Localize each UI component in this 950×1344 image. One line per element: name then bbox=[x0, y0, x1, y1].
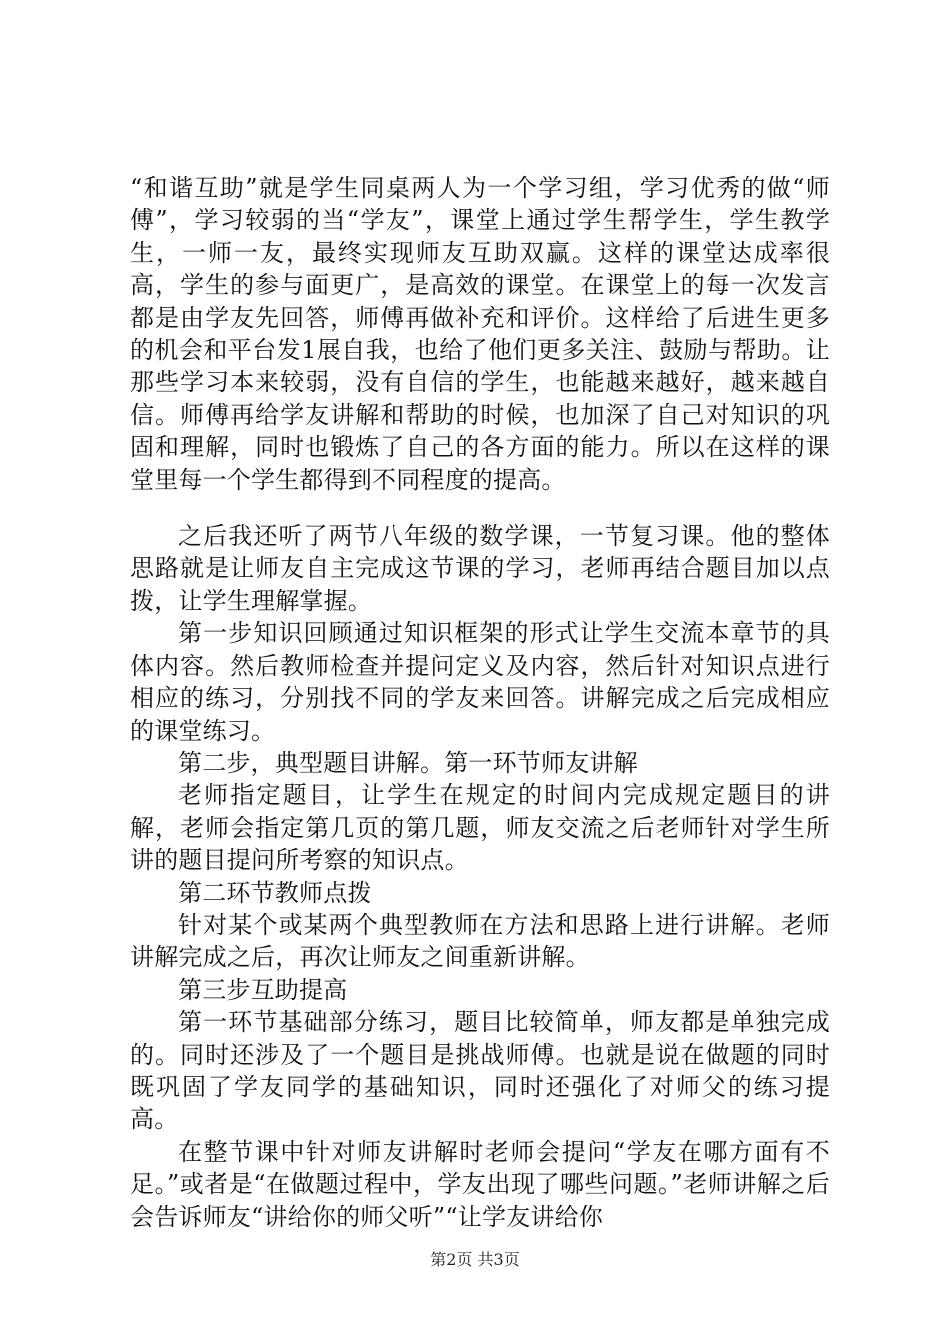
paragraph-teacher-assigns: 老师指定题目，让学生在规定的时间内完成规定题目的讲解，老师会指定第几页的第几题，师友交流之后老师针对学生所讲的题目提问所考察的知识点。 bbox=[130, 781, 830, 875]
page-number-footer: 第2页 共3页 bbox=[430, 1250, 520, 1269]
paragraph-step-two-heading: 第二步，典型题目讲解。第一环节师友讲解 bbox=[178, 748, 638, 777]
paragraph-second-segment-heading: 第二环节教师点拨 bbox=[178, 878, 372, 907]
paragraph-typical-explanation: 针对某个或某两个典型教师在方法和思路上进行讲解。老师讲解完成之后，再次让师友之间重新讲解。 bbox=[130, 910, 830, 972]
paragraph-math-class-intro: 之后我还听了两节八年级的数学课，一节复习课。他的整体思路就是让师友自主完成这节课的学习，老师再结合题目加以点拨，让学生理解掌握。 bbox=[130, 522, 830, 615]
document-body bbox=[130, 172, 830, 1233]
paragraph-step-three-heading: 第三步互助提高 bbox=[178, 975, 348, 1004]
paragraph-basic-practice: 第一环节基础部分练习，题目比较简单，师友都是单独完成的。同时还涉及了一个题目是挑战师傅。也就是说在做题的同时既巩固了学友同学的基础知识，同时还强化了对师父的练习提高。 bbox=[130, 1008, 830, 1134]
paragraph-harmony-mutual-help: “和谐互助”就是学生同桌两人为一个学习组，学习优秀的做“师傅”，学习较弱的当“学友”，课堂上通过学生帮学生，学生教学生，一师一友，最终实现师友互助双赢。这样的课堂达成率很高，学生的参与面更广，是高效的课堂。在课堂上的每一次发言都是由学友先回答，师傅再做补充和评价。这样给了后进生更多的机会和平台发1展自我，也给了他们更多关注、鼓励与帮助。让那些学习本来较弱，没有自信的学生，也能越来越好，越来越自信。师傅再给学友讲解和帮助的时候，也加深了自己对知识的巩固和理解，同时也锻炼了自己的各方面的能力。所以在这样的课堂里每一个学生都得到不同程度的提高。 bbox=[130, 174, 830, 494]
paragraph-step-one-review: 第一步知识回顾通过知识框架的形式让学生交流本章节的具体内容。然后教师检查并提问定义及内容，然后针对知识点进行相应的练习，分别找不同的学友来回答。讲解完成之后完成相应的课堂练习。 bbox=[130, 619, 830, 745]
paragraph-whole-class-questions: 在整节课中针对师友讲解时老师会提问“学友在哪方面有不足。”或者是“在做题过程中，学友出现了哪些问题。”老师讲解之后会告诉师友“讲给你的师父听”“让学友讲给你 bbox=[130, 1137, 830, 1231]
